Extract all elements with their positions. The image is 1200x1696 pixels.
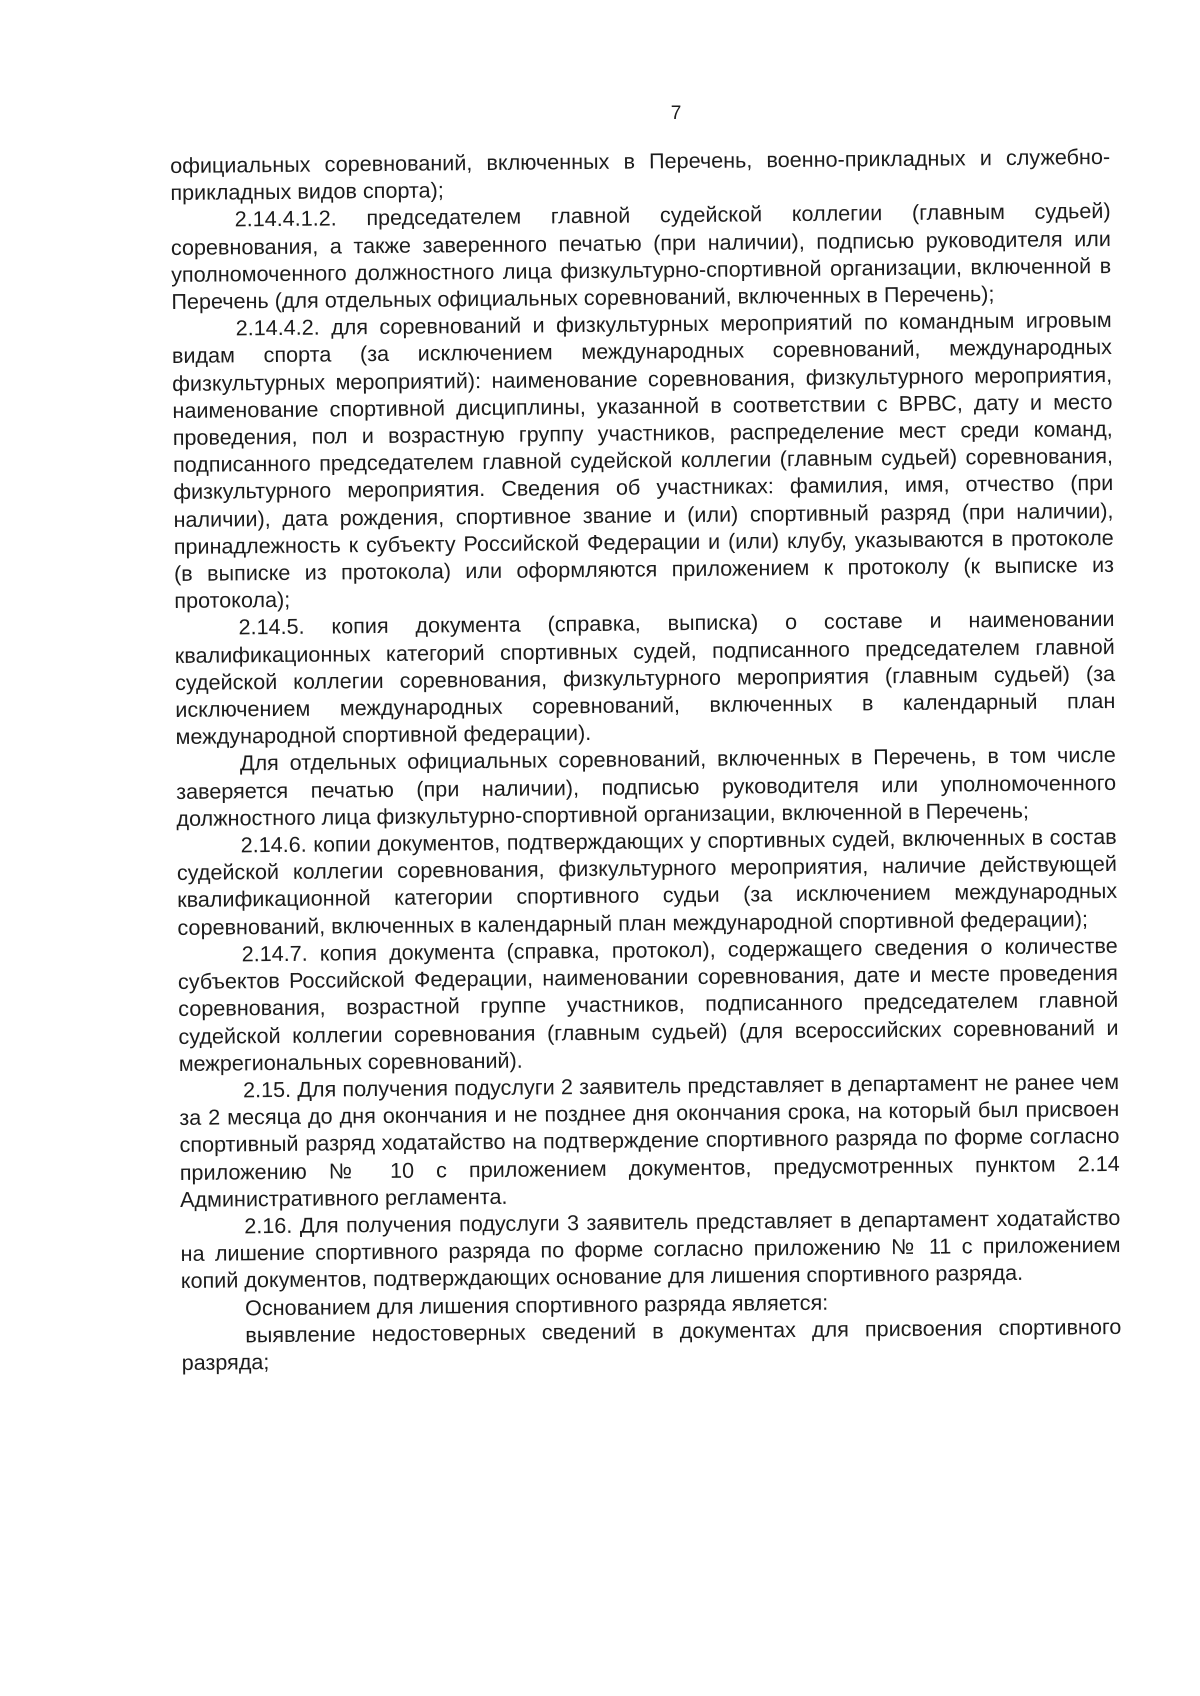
paragraph-ground-1: выявление недостоверных сведений в документах для присвоения спортивного разряда;: [181, 1313, 1122, 1375]
paragraph-separate-competitions: Для отдельных официальных соревнований, включенных в Перечень, в том числе заверяется печатью (при наличии), подписью руководителя или уполномоченного должностного лица физкультурно-спортивной организации, включенной в Перечень;: [176, 742, 1117, 831]
paragraph-2-14-5: 2.14.5. копия документа (справка, выписка) о составе и наименовании квалификационных категорий спортивных судей, подписанного председателем главной судейской коллегии соревнования, физкультурного мероприятия (главным судьей) (за исключением международных соревнований, включенных в календарный план международной спортивной федерации).: [174, 606, 1116, 750]
paragraph-2-16: 2.16. Для получения подуслуги 3 заявитель представляет в департамент ходатайство на лишение спортивного разряда по форме согласно приложению № 11 с приложением копий документов, подтверждающих основание для лишения спортивного разряда.: [180, 1204, 1121, 1294]
paragraph-continuation: официальных соревнований, включенных в Перечень, военно-прикладных и служебно-прикладных видов спорта);: [170, 143, 1111, 206]
paragraph-2-14-4-1-2: 2.14.4.1.2. председателем главной судейской коллегии (главным судьей) соревнования, а также заверенного печатью (при наличии), подписью руководителя или уполномоченного должностного лица физкультурно-спортивной организации, включенной в Перечень (для отдельных официальных соревнований, включенных в Перечень);: [170, 198, 1112, 315]
paragraph-2-14-4-2: 2.14.4.2. для соревнований и физкультурных мероприятий по командным игровым видам спорта (за исключением международных соревнований, международных физкультурных мероприятий): наименование соревнования, физкультурного мероприятия, наименование спортивной дисциплины, указанной в соответствии с ВРВС, дату и место проведения, пол и возрастную группу участников, распределение мест среди команд, подписанного председателем главной судейской коллегии (главным судьей) соревнования, физкультурного мероприятия. Сведения об участниках: фамилия, имя, отчество (при наличии), дата рождения, спортивное звание и (или) спортивный разряд (при наличии), принадлежность к субъекту Российской Федерации и (или) клубу, указываются в протоколе (в выписке из протокола) или оформляются приложением к протоколу (к выписке из протокола);: [171, 307, 1115, 614]
paragraph-2-14-6: 2.14.6. копии документов, подтверждающих у спортивных судей, включенных в состав судейской коллегии соревнования, физкультурного мероприятия, наличие действующей квалификационной категории спортивного судьи (за исключением международных соревнований, включенных в календарный план международной спортивной федерации);: [176, 824, 1118, 940]
paragraph-2-14-7: 2.14.7. копия документа (справка, протокол), содержащего сведения о количестве субъектов Российской Федерации, наименовании соревнования, дате и месте проведения соревнования, возрастной группе участников, подписанного председателем главной судейской коллегии соревнования (главным судьей) (для всероссийских соревнований и межрегиональных соревнований).: [177, 932, 1119, 1076]
document-body: [170, 143, 1122, 1376]
page-number: 7: [670, 103, 682, 124]
paragraph-2-15: 2.15. Для получения подуслуги 2 заявитель представляет в департамент не ранее чем за 2 месяца до дня окончания и не позднее дня окончания срока, на который был присвоен спортивный разряд ходатайство на подтверждение спортивного разряда по форме согласно приложению № 10 с приложением документов, предусмотренных пунктом 2.14 Административного регламента.: [179, 1068, 1120, 1212]
paragraph-grounds-heading: Основанием для лишения спортивного разряда является:: [244, 1289, 829, 1320]
